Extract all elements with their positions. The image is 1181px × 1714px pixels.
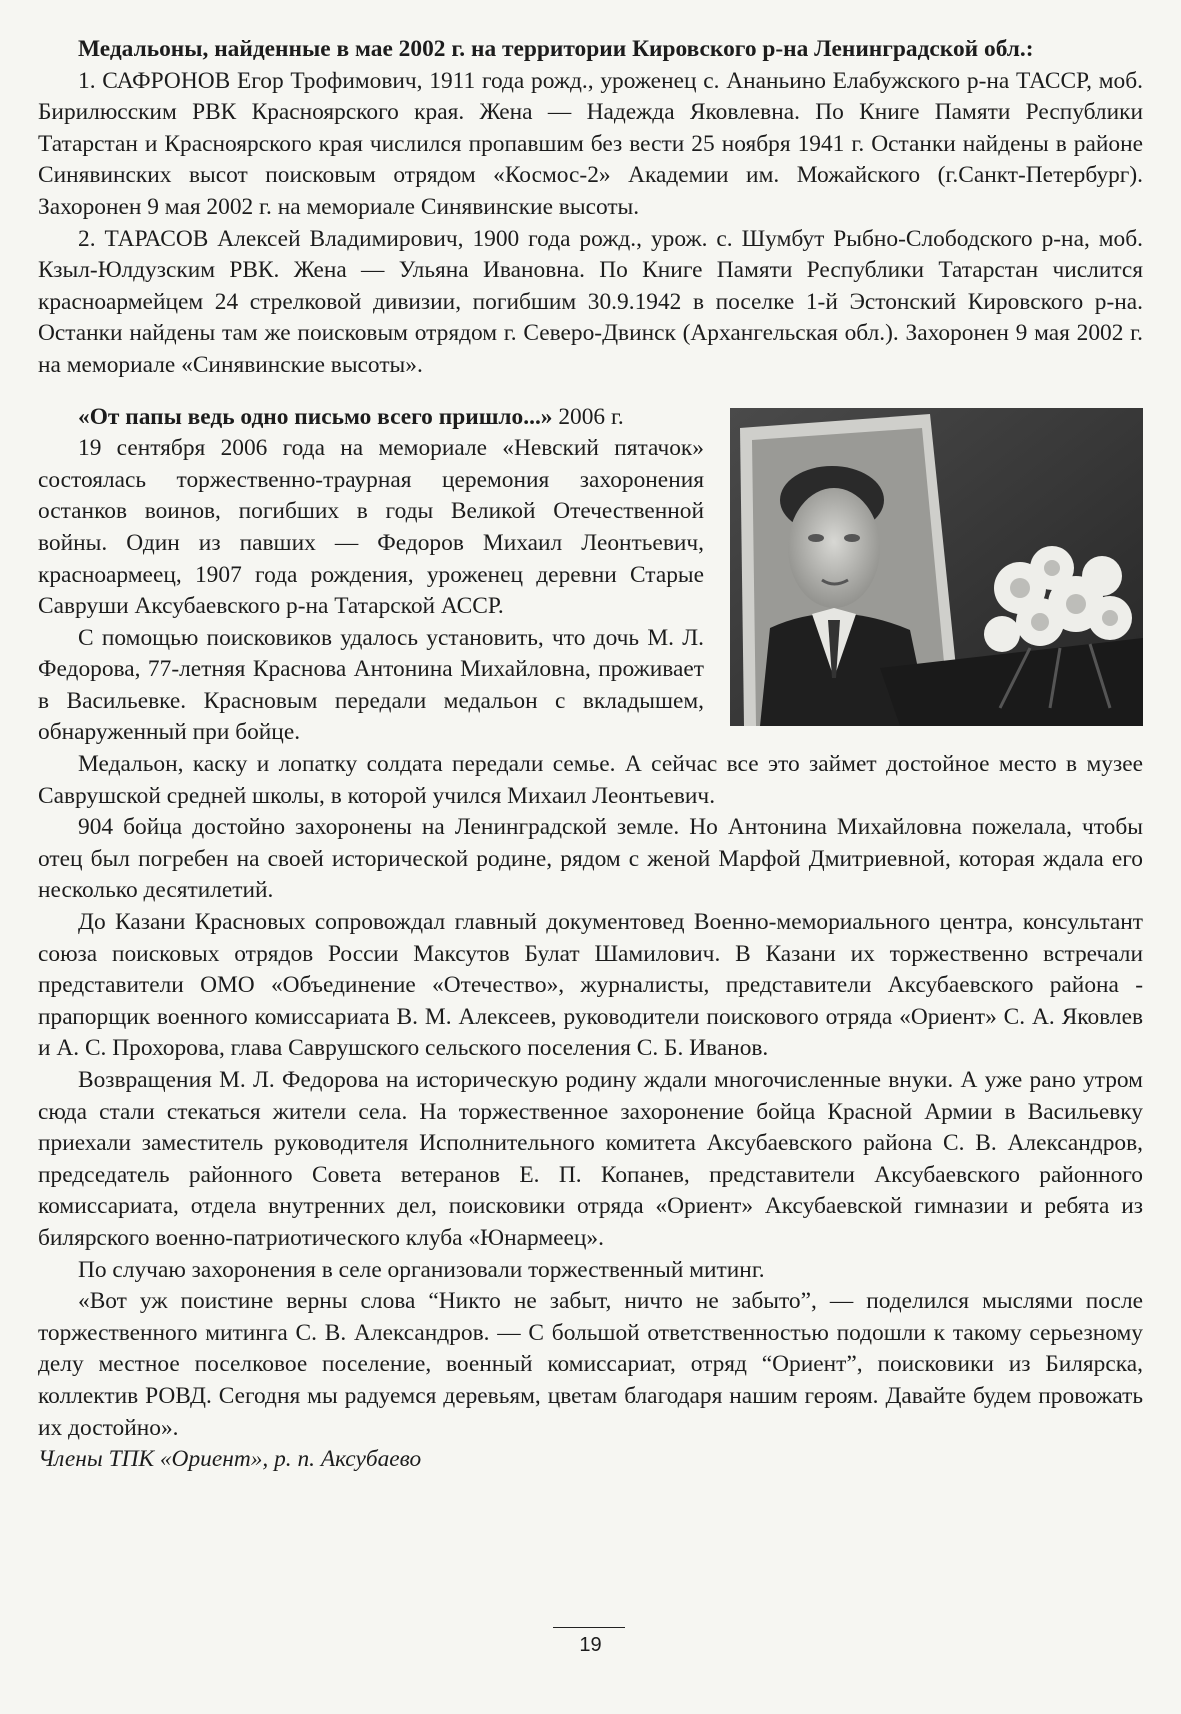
paragraph-8: «Вот уж поистине верны слова “Никто не забыт, ничто не забыто”, — поделился мыслями после торжественного митинга С. В. Александров. — С большой ответственностью подошли к такому серьезному делу местное поселковое поселение, военный комиссариат, отряд “Ориент”, поисковики из Билярска, коллектив РОВД. Сегодня мы радуемся деревьям, цветам благодаря нашим героям. Давайте будем провожать их достойно». — [38, 1288, 1143, 1441]
section2-year: 2006 г. — [552, 403, 624, 430]
entry-safronov: 1. САФРОНОВ Егор Трофимович, 1911 года рожд., уроженец с. Ананьино Елабужского р-на ТАССР, моб. Бирилюсским РВК Красноярского края. Жена — Надежда Яковлевна. По Книге Памяти Республики Татарстан и Красноярского края числился пропавшим без вести 25 ноября 1941 г. Останки найдены в районе Синявинских высот поисковым отрядом «Космос-2» Академии им. Можайского (г.Санкт-Петербург). Захоронен 9 мая 2002 г. на мемориале Синявинские высоты. — [38, 67, 1143, 220]
page-number: 19 — [579, 1634, 602, 1656]
paragraph-4: 904 бойца достойно захоронены на Ленинградской земле. Но Антонина Михайловна пожелала, чтобы отец был погребен на своей исторической родине, рядом с женой Марфой Дмитриевной, которая ждала его несколько десятилетий. — [38, 814, 1143, 904]
paragraph-2: С помощью поисковиков удалось установить, что дочь М. Л. Федорова, 77-летняя Краснова Антонина Михайловна, проживает в Васильевке. Красновым передали медальон с вкладышем, обнаруженный при бойце. — [38, 624, 704, 746]
paragraph-6: Возвращения М. Л. Федорова на историческую родину ждали многочисленные внуки. А уже рано утром сюда стали стекаться жители села. На торжественное захоронение бойца Красной Армии в Васильевку приехали заместитель руководителя Исполнительного комитета Аксубаевского района С. В. Александров, председатель районного Совета ветеранов Е. П. Копанев, представители Аксубаевского районного комиссариата, отдела внутренних дел, поисковики отряда «Ориент» Аксубаевской гимназии и ребята из билярского военно-патриотического клуба «Юнармеец». — [38, 1067, 1143, 1251]
paragraph-3: Медальон, каску и лопатку солдата передали семье. А сейчас все это займет достойное место в музее Саврушской средней школы, в которой учился Михаил Леонтьевич. — [38, 751, 1143, 809]
paragraph-1: 19 сентября 2006 года на мемориале «Невский пятачок» состоялась торжественно-траурная церемония захоронения останков воинов, погибших в годы Великой Отечественной войны. Один из павших — Федоров Михаил Леонтьевич, красноармеец, 1907 года рождения, уроженец деревни Старые Савруши Аксубаевского р-на Татарской АССР. — [38, 435, 704, 620]
signature: Члены ТПК «Ориент», р. п. Аксубаево — [38, 1446, 422, 1473]
paragraph-7: По случаю захоронения в селе организовали торжественный митинг. — [78, 1256, 765, 1283]
section1-title: Медальоны, найденные в мае 2002 г. на территории Кировского р-на Ленинградской обл.: — [78, 36, 1034, 62]
paragraph-5: До Казани Красновых сопровождал главный документовед Военно-мемориального центра, консультант союза поисковых отрядов России Максутов Булат Шамилович. В Казани их торжественно встречали представители ОМО «Объединение «Отечество», журналисты, представители Аксубаевского района - прапорщик военного комиссариата В. М. Алексеев, руководители поискового отряда «Ориент» С. А. Яковлев и А. С. Прохорова, глава Саврушского сельского поселения С. Б. Иванов. — [38, 909, 1143, 1062]
entry-tarasov: 2. ТАРАСОВ Алексей Владимирович, 1900 года рожд., урож. с. Шумбут Рыбно-Слободского р-на, моб. Кзыл-Юлдузским РВК. Жена — Ульяна Ивановна. По Книге Памяти Республики Татарстан числится красноармейцем 24 стрелковой дивизии, погибшим 30.9.1942 в поселке 1-й Эстонский Кировского р-на. Останки найдены там же поисковым отрядом г. Северо-Двинск (Архангельская обл.). Захоронен 9 мая 2002 г. на мемориале «Синявинские высоты». — [38, 225, 1143, 378]
page-number-rule — [553, 1627, 625, 1628]
portrait-photo — [730, 408, 1143, 726]
section2-title: «От папы ведь одно письмо всего пришло...» — [78, 403, 553, 430]
